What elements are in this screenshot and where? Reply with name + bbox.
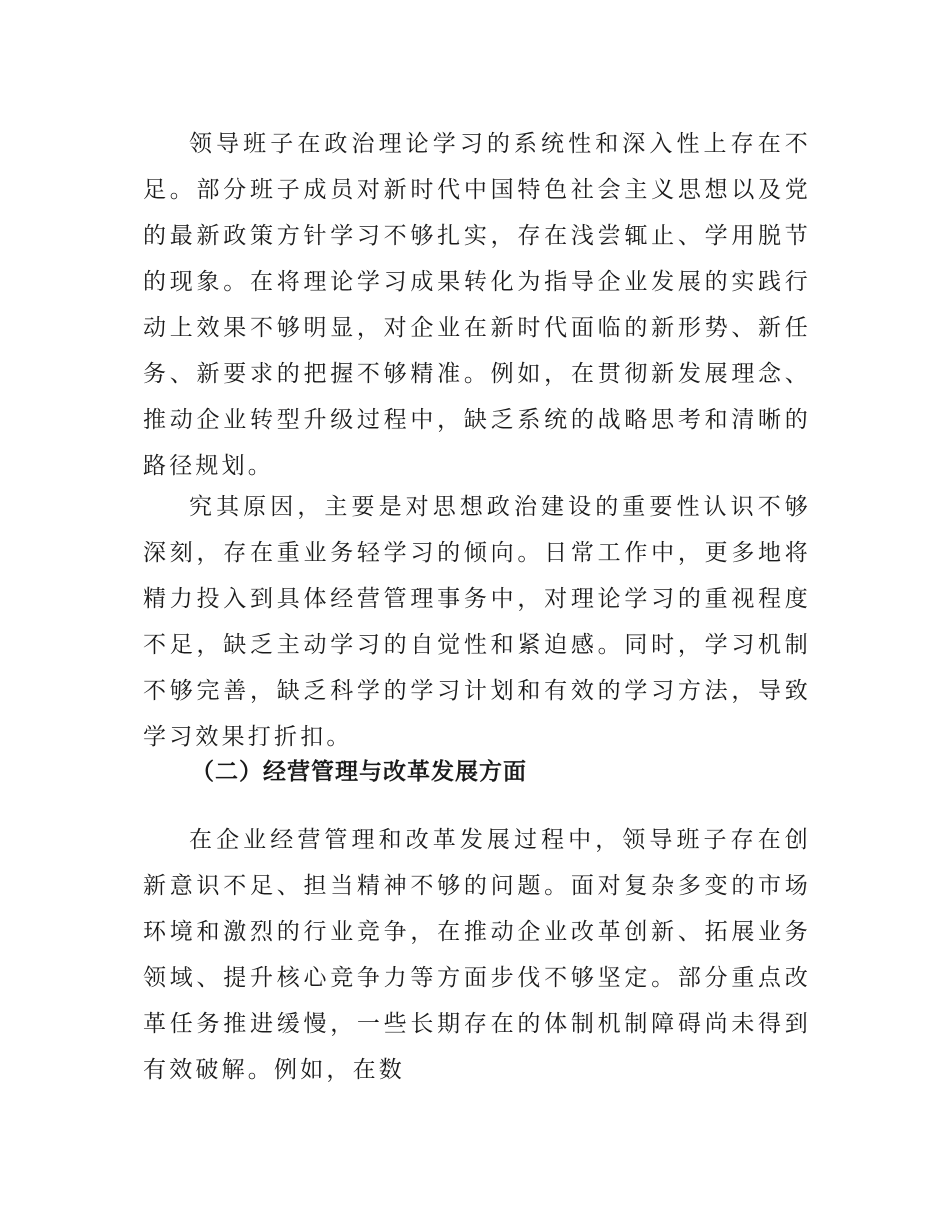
section-heading: （二）经营管理与改革发展方面 bbox=[191, 759, 527, 785]
body-paragraph: 究其原因，主要是对思想政治建设的重要性认识不够深刻，存在重业务轻学习的倾向。日常工作中，更多地将精力投入到具体经营管理事务中，对理论学习的重视程度不足，缺乏主动学习的自觉性和紧迫感。同时，学习机制不够完善，缺乏科学的学习计划和有效的学习方法，导致学习效果打折扣。 bbox=[143, 494, 811, 750]
body-paragraph: 领导班子在政治理论学习的系统性和深入性上存在不足。部分班子成员对新时代中国特色社会主义思想以及党的最新政策方针学习不够扎实，存在浅尝辄止、学用脱节的现象。在将理论学习成果转化为指导企业发展的实践行动上效果不够明显，对企业在新时代面临的新形势、新任务、新要求的把握不够精准。例如，在贯彻新发展理念、推动企业转型升级过程中，缺乏系统的战略思考和清晰的路径规划。 bbox=[143, 131, 811, 479]
body-paragraph: 在企业经营管理和改革发展过程中，领导班子存在创新意识不足、担当精神不够的问题。面对复杂多变的市场环境和激烈的行业竞争，在推动企业改革创新、拓展业务领域、提升核心竞争力等方面步伐不够坚定。部分重点改革任务推进缓慢，一些长期存在的体制机制障碍尚未得到有效破解。例如，在数 bbox=[143, 827, 811, 1083]
